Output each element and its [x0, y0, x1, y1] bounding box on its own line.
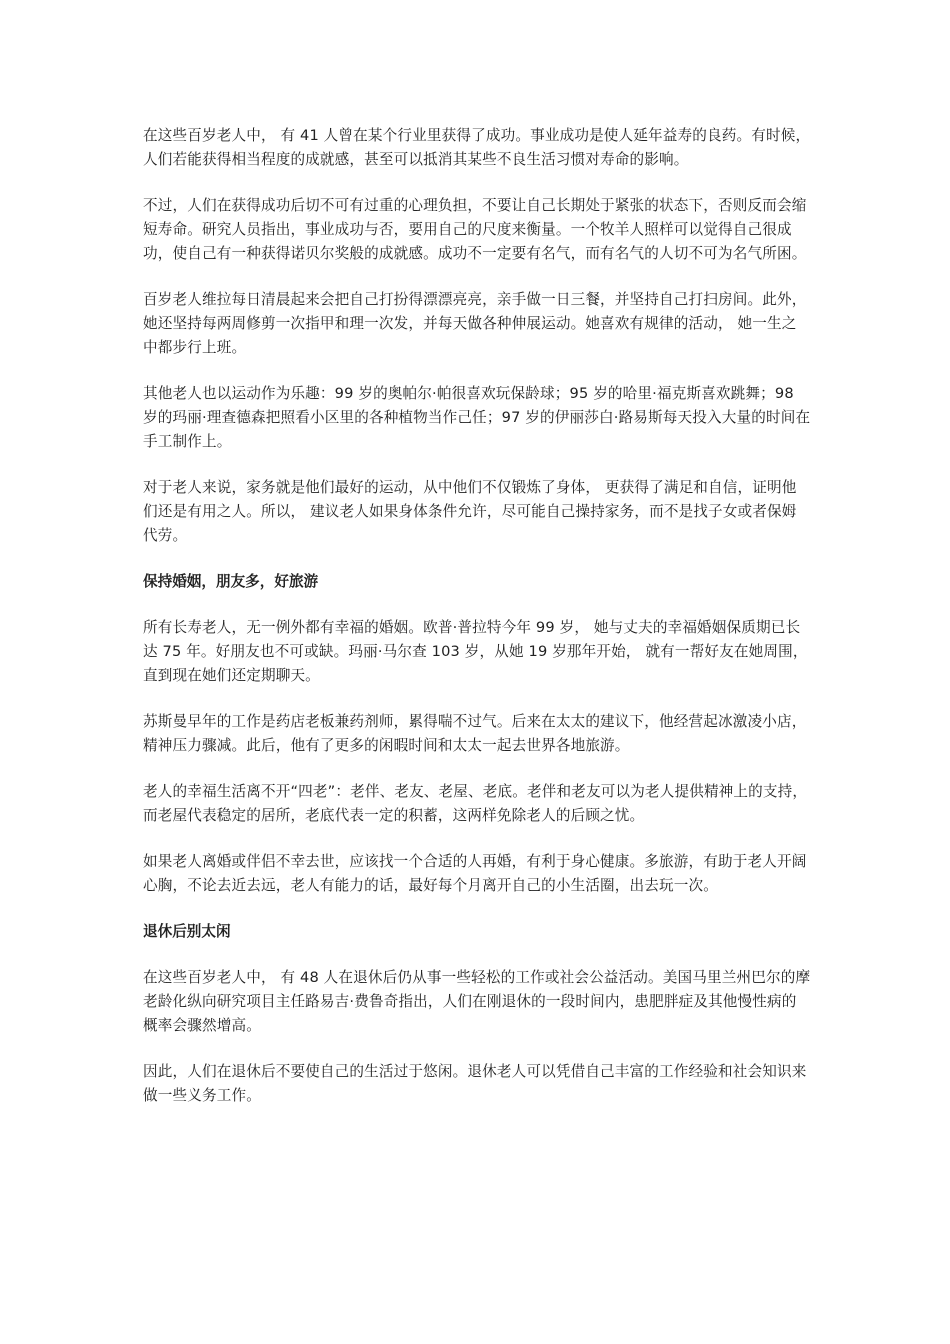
- paragraph-3: 百岁老人维拉每日清晨起来会把自己打扮得漂漂亮亮，亲手做一日三餐，并坚持自己打扫房间。此外，她还坚持每两周修剪一次指甲和理一次发，并每天做各种伸展运动。她喜欢有规律的活动， 她一生之中都步行上班。: [143, 291, 807, 356]
- paragraph-5: 对于老人来说，家务就是他们最好的运动，从中他们不仅锻炼了身体， 更获得了满足和自信，证明他们还是有用之人。所以， 建议老人如果身体条件允许，尽可能自己操持家务，而不是找子女或者保姆代劳。: [143, 479, 797, 544]
- paragraph-8: 老人的幸福生活离不开“四老”：老伴、老友、老屋、老底。老伴和老友可以为老人提供精神上的支持，而老屋代表稳定的居所，老底代表一定的积蓄，这两样免除老人的后顾之忧。: [143, 783, 808, 824]
- paragraph-4: 其他老人也以运动作为乐趣：99 岁的奥帕尔·帕很喜欢玩保龄球；95 岁的哈里·福克斯喜欢跳舞；98 岁的玛丽·理查德森把照看小区里的各种植物当作己任；97 岁的伊丽莎白·路易斯每天投入大量的时间在手工制作上。: [143, 385, 811, 450]
- document-body: [143, 124, 811, 1130]
- section-heading-marriage-friends-travel: 保持婚姻，朋友多，好旅游: [143, 573, 319, 590]
- paragraph-1: 在这些百岁老人中， 有 41 人曾在某个行业里获得了成功。事业成功是使人延年益寿的良药。有时候，人们若能获得相当程度的成就感，甚至可以抵消其某些不良生活习惯对寿命的影响。: [143, 127, 811, 168]
- paragraph-7: 苏斯曼早年的工作是药店老板兼药剂师，累得喘不过气。后来在太太的建议下，他经营起冰激凌小店， 精神压力骤减。此后，他有了更多的闲暇时间和太太一起去世界各地旅游。: [143, 713, 807, 754]
- paragraph-10: 在这些百岁老人中， 有 48 人在退休后仍从事一些轻松的工作或社会公益活动。美国马里兰州巴尔的摩老龄化纵向研究项目主任路易吉·费鲁奇指出，人们在刚退休的一段时间内，患肥胖症及其他慢性病的概率会骤然增高。: [143, 969, 811, 1034]
- paragraph-9: 如果老人离婚或伴侣不幸去世，应该找一个合适的人再婚，有利于身心健康。多旅游，有助于老人开阔心胸，不论去近去远，老人有能力的话，最好每个月离开自己的小生活圈，出去玩一次。: [143, 853, 807, 894]
- paragraph-2: 不过，人们在获得成功后切不可有过重的心理负担，不要让自己长期处于紧张的状态下，否则反而会缩短寿命。研究人员指出，事业成功与否，要用自己的尺度来衡量。一个牧羊人照样可以觉得自己很成功，使自己有一种获得诺贝尔奖般的成就感。成功不一定要有名气，而有名气的人切不可为名气所困。: [143, 197, 807, 262]
- section-heading-after-retirement: 退休后别太闲: [143, 923, 231, 940]
- paragraph-11: 因此，人们在退休后不要使自己的生活过于悠闲。退休老人可以凭借自己丰富的工作经验和社会知识来做一些义务工作。: [143, 1063, 807, 1104]
- paragraph-6: 所有长寿老人，无一例外都有幸福的婚姻。欧普·普拉特今年 99 岁， 她与丈夫的幸福婚姻保质期已长达 75 年。好朋友也不可或缺。玛丽·马尔查 103 岁，从她 19 岁那年开始， 就有一帮好友在她周围，直到现在她们还定期聊天。: [143, 619, 808, 684]
